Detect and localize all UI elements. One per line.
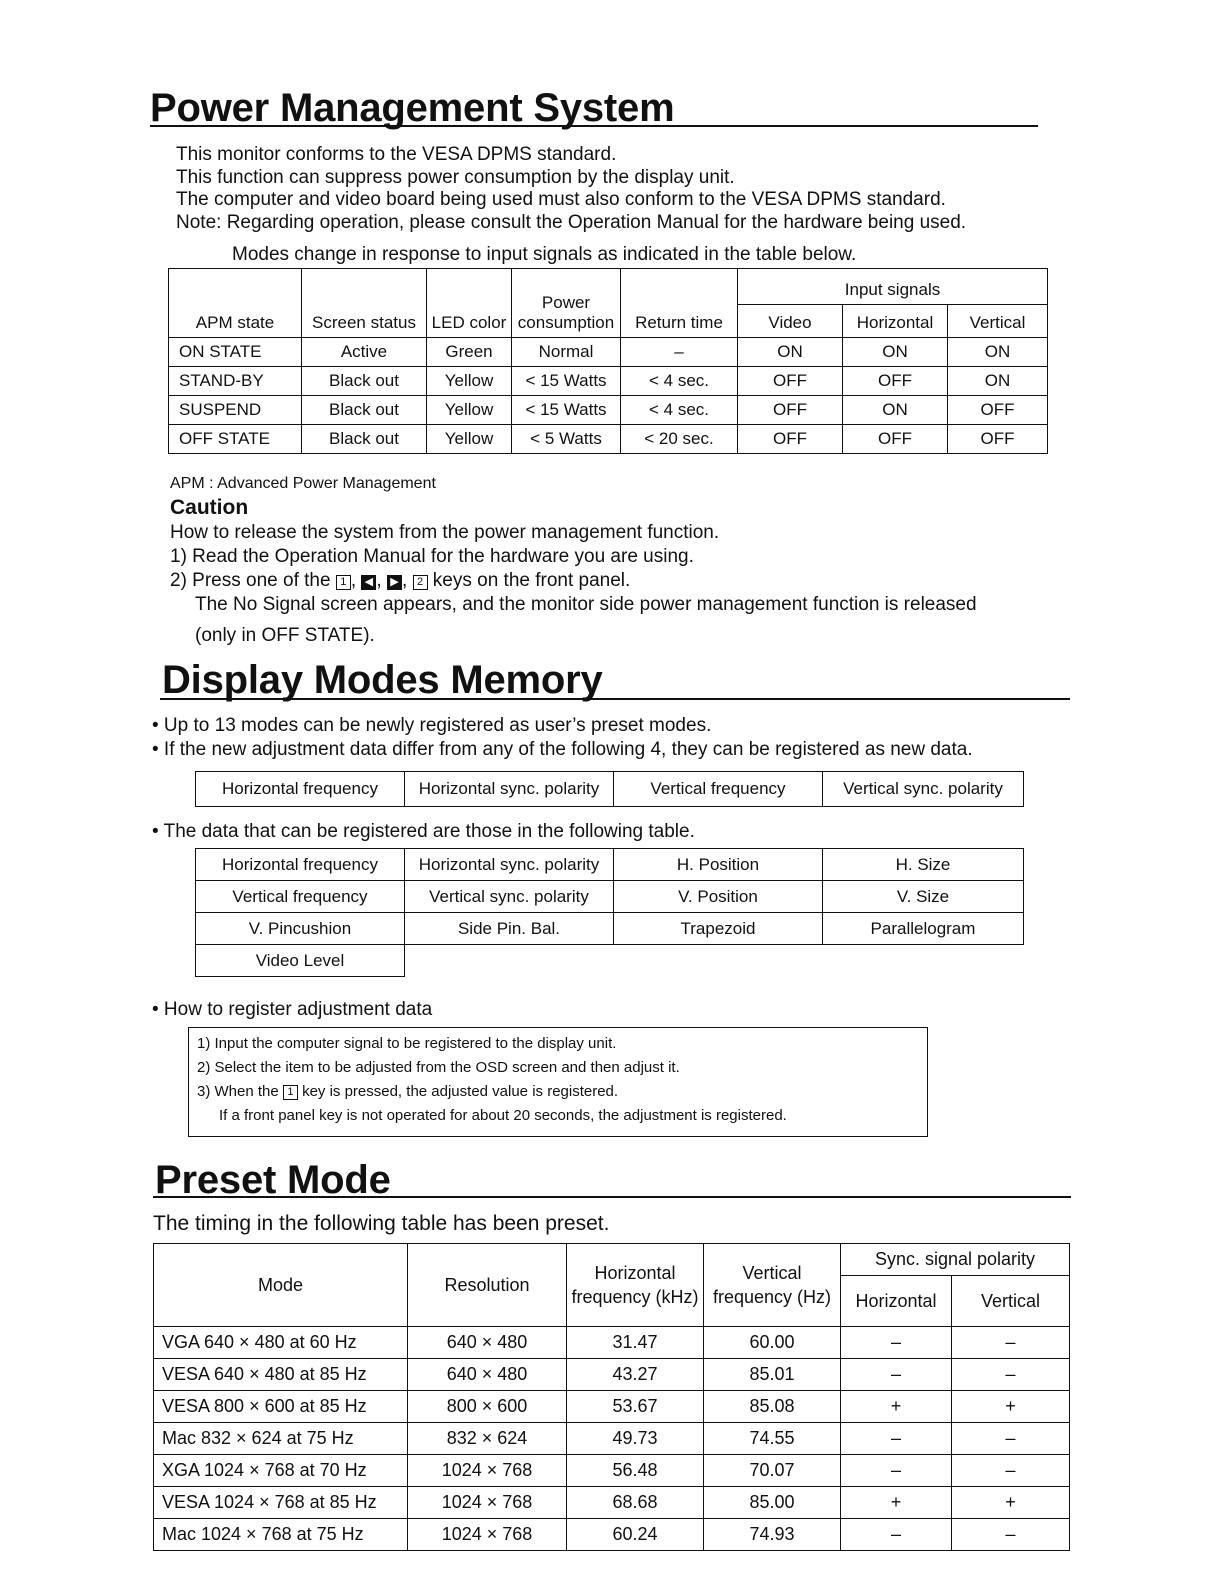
table-cell: Black out	[302, 425, 427, 454]
table-cell: 1024 × 768	[408, 1487, 567, 1519]
apm-table	[168, 268, 1048, 454]
table-cell: < 5 Watts	[512, 425, 621, 454]
table-cell: –	[841, 1327, 952, 1359]
table-row	[196, 881, 1024, 913]
step3-suffix: key is pressed, the adjusted value is registered.	[302, 1083, 619, 1100]
dmm-title: Display Modes Memory	[162, 658, 603, 702]
table-cell	[405, 945, 614, 977]
table-cell: 68.68	[567, 1487, 704, 1519]
table-cell: +	[841, 1391, 952, 1423]
table-row	[154, 1423, 1070, 1455]
table-cell: Black out	[302, 396, 427, 425]
table-cell: V. Pincushion	[196, 913, 405, 945]
table-cell: 832 × 624	[408, 1423, 567, 1455]
dmm-bullet-2: • If the new adjustment data differ from any of the following 4, they can be registered as new data.	[152, 739, 973, 760]
key-left-icon: ◀	[361, 575, 376, 590]
key-1-icon: 1	[283, 1085, 298, 1100]
table-cell: ON	[948, 367, 1048, 396]
screen-status-header: Screen status	[302, 269, 427, 338]
caution-step2-prefix: 2) Press one of the	[170, 570, 331, 591]
table-cell: 85.00	[704, 1487, 841, 1519]
table-cell: OFF	[948, 396, 1048, 425]
table-cell: ON	[843, 396, 948, 425]
register-step-1: 1) Input the computer signal to be registered to the display unit.	[197, 1035, 617, 1052]
table-cell: –	[952, 1455, 1070, 1487]
table-cell: –	[952, 1423, 1070, 1455]
table-row	[196, 945, 1024, 977]
hfreq-header: Horizontal frequency (kHz)	[567, 1244, 704, 1327]
dmm-bullet-3: • The data that can be registered are those in the following table.	[152, 821, 695, 842]
table-cell: VESA 640 × 480 at 85 Hz	[154, 1359, 408, 1391]
table-cell: –	[952, 1519, 1070, 1551]
pms-title-rule	[150, 125, 1038, 127]
table-cell: V. Size	[823, 881, 1024, 913]
table-cell: STAND-BY	[169, 367, 302, 396]
caution-line-3: 2) Press one of the 1 , ◀ , ▶ , 2 keys on the front panel.	[170, 570, 631, 591]
table-row	[196, 772, 1024, 807]
table-cell: 1024 × 768	[408, 1455, 567, 1487]
table-cell: Black out	[302, 367, 427, 396]
table-cell: +	[841, 1487, 952, 1519]
table-cell: Yellow	[427, 425, 512, 454]
pms-table-intro: Modes change in response to input signals as indicated in the table below.	[232, 244, 857, 265]
pms-intro-1: This monitor conforms to the VESA DPMS standard.	[176, 144, 617, 165]
table-cell: 800 × 600	[408, 1391, 567, 1423]
table-cell: < 4 sec.	[621, 367, 738, 396]
table-cell: VGA 640 × 480 at 60 Hz	[154, 1327, 408, 1359]
table-cell: –	[841, 1359, 952, 1391]
table-cell: OFF	[948, 425, 1048, 454]
caution-line-2: 1) Read the Operation Manual for the hardware you are using.	[170, 546, 694, 567]
table-cell: 74.93	[704, 1519, 841, 1551]
table-cell: +	[952, 1391, 1070, 1423]
table-cell: Vertical sync. polarity	[405, 881, 614, 913]
register-steps-box	[188, 1027, 928, 1137]
table-cell: H. Size	[823, 849, 1024, 881]
pms-title: Power Management System	[150, 86, 675, 130]
sync-vertical-header: Vertical	[952, 1276, 1070, 1327]
table-cell: ON	[738, 338, 843, 367]
table-cell: < 20 sec.	[621, 425, 738, 454]
table-row	[154, 1327, 1070, 1359]
table-cell	[823, 945, 1024, 977]
table-cell: ON	[948, 338, 1048, 367]
table-row	[169, 338, 1048, 367]
table-cell: OFF	[738, 367, 843, 396]
table-row	[196, 913, 1024, 945]
pms-intro-2: This function can suppress power consumption by the display unit.	[176, 167, 735, 188]
table-cell: –	[841, 1519, 952, 1551]
table-cell: XGA 1024 × 768 at 70 Hz	[154, 1455, 408, 1487]
table-cell: Horizontal sync. polarity	[405, 772, 614, 807]
caution-title: Caution	[170, 496, 249, 519]
table-cell: –	[952, 1359, 1070, 1391]
table-cell: Normal	[512, 338, 621, 367]
key-right-icon: ▶	[387, 575, 402, 590]
dmm-bullet-1: • Up to 13 modes can be newly registered as user’s preset modes.	[152, 715, 712, 736]
table-cell: Active	[302, 338, 427, 367]
table-cell: –	[841, 1423, 952, 1455]
vfreq-header: Vertical frequency (Hz)	[704, 1244, 841, 1327]
table-cell: –	[621, 338, 738, 367]
apm-state-header: APM state	[169, 269, 302, 338]
mode-header: Mode	[154, 1244, 408, 1327]
table-cell	[614, 945, 823, 977]
table-cell: 56.48	[567, 1455, 704, 1487]
table-cell: Vertical sync. polarity	[823, 772, 1024, 807]
table-row	[154, 1519, 1070, 1551]
table-cell: Trapezoid	[614, 913, 823, 945]
table-cell: 70.07	[704, 1455, 841, 1487]
table-cell: < 4 sec.	[621, 396, 738, 425]
register-step-note: If a front panel key is not operated for about 20 seconds, the adjustment is registered.	[219, 1107, 787, 1124]
pms-intro-4: Note: Regarding operation, please consult the Operation Manual for the hardware being used.	[176, 212, 967, 233]
table-cell: Horizontal sync. polarity	[405, 849, 614, 881]
key-2-icon: 2	[413, 575, 428, 590]
preset-table	[153, 1243, 1070, 1551]
table-cell: 640 × 480	[408, 1327, 567, 1359]
step3-prefix: 3) When the	[197, 1083, 279, 1100]
table-row	[169, 367, 1048, 396]
table-cell: OFF	[738, 396, 843, 425]
table-cell: Vertical frequency	[196, 881, 405, 913]
table-cell: Parallelogram	[823, 913, 1024, 945]
caution-tail-1: The No Signal screen appears, and the monitor side power management function is released	[195, 594, 977, 615]
table-row	[154, 1391, 1070, 1423]
dmm-title-rule	[160, 698, 1070, 700]
table-cell: 49.73	[567, 1423, 704, 1455]
sync-horizontal-header: Horizontal	[841, 1276, 952, 1327]
table-row	[196, 849, 1024, 881]
table-row	[154, 1487, 1070, 1519]
preset-intro: The timing in the following table has been preset.	[153, 1212, 610, 1235]
power-header: Power consumption	[512, 269, 621, 338]
register-step-2: 2) Select the item to be adjusted from the OSD screen and then adjust it.	[197, 1059, 680, 1076]
table-cell: ON STATE	[169, 338, 302, 367]
table-cell: OFF	[843, 367, 948, 396]
adjustment-data-table	[195, 771, 1024, 807]
table-cell: 53.67	[567, 1391, 704, 1423]
table-cell: ON	[843, 338, 948, 367]
table-cell: 74.55	[704, 1423, 841, 1455]
table-row	[169, 425, 1048, 454]
table-cell: VESA 1024 × 768 at 85 Hz	[154, 1487, 408, 1519]
table-cell: 60.24	[567, 1519, 704, 1551]
table-cell: Video Level	[196, 945, 405, 977]
horizontal-header: Horizontal	[843, 304, 948, 338]
table-cell: –	[841, 1455, 952, 1487]
table-cell: 60.00	[704, 1327, 841, 1359]
table-cell: V. Position	[614, 881, 823, 913]
table-row	[154, 1455, 1070, 1487]
table-cell: +	[952, 1487, 1070, 1519]
table-cell: 43.27	[567, 1359, 704, 1391]
table-cell: Mac 1024 × 768 at 75 Hz	[154, 1519, 408, 1551]
table-cell: VESA 800 × 600 at 85 Hz	[154, 1391, 408, 1423]
return-time-header: Return time	[621, 269, 738, 338]
table-cell: 85.08	[704, 1391, 841, 1423]
table-row	[169, 396, 1048, 425]
table-cell: OFF	[738, 425, 843, 454]
table-cell: Vertical frequency	[614, 772, 823, 807]
table-cell: SUSPEND	[169, 396, 302, 425]
pms-intro-3: The computer and video board being used must also conform to the VESA DPMS standard.	[176, 189, 946, 210]
table-cell: Side Pin. Bal.	[405, 913, 614, 945]
caution-line-1: How to release the system from the power management function.	[170, 522, 720, 543]
table-cell: < 15 Watts	[512, 367, 621, 396]
preset-title-rule	[153, 1196, 1071, 1198]
table-cell: < 15 Watts	[512, 396, 621, 425]
table-cell: OFF	[843, 425, 948, 454]
table-cell: Green	[427, 338, 512, 367]
table-cell: Mac 832 × 624 at 75 Hz	[154, 1423, 408, 1455]
preset-title: Preset Mode	[155, 1158, 391, 1202]
vertical-header: Vertical	[948, 304, 1048, 338]
table-cell: 1024 × 768	[408, 1519, 567, 1551]
input-signals-header: Input signals	[738, 269, 1048, 305]
led-color-header: LED color	[427, 269, 512, 338]
caution-step2-suffix: keys on the front panel.	[432, 570, 631, 591]
table-cell: 640 × 480	[408, 1359, 567, 1391]
table-cell: 85.01	[704, 1359, 841, 1391]
table-cell: 31.47	[567, 1327, 704, 1359]
table-cell: –	[952, 1327, 1070, 1359]
key-1-icon: 1	[336, 575, 351, 590]
table-cell: Yellow	[427, 396, 512, 425]
table-cell: Yellow	[427, 367, 512, 396]
table-cell: H. Position	[614, 849, 823, 881]
registrable-data-table	[195, 848, 1024, 977]
table-cell: Horizontal frequency	[196, 849, 405, 881]
table-cell: OFF STATE	[169, 425, 302, 454]
dmm-bullet-4: • How to register adjustment data	[152, 999, 433, 1020]
register-step-3	[197, 1080, 919, 1104]
apm-note: APM : Advanced Power Management	[170, 475, 436, 492]
video-header: Video	[738, 304, 843, 338]
table-cell: Horizontal frequency	[196, 772, 405, 807]
table-row	[154, 1359, 1070, 1391]
caution-tail-2: (only in OFF STATE).	[195, 625, 375, 646]
sync-polarity-header: Sync. signal polarity	[841, 1244, 1070, 1276]
resolution-header: Resolution	[408, 1244, 567, 1327]
